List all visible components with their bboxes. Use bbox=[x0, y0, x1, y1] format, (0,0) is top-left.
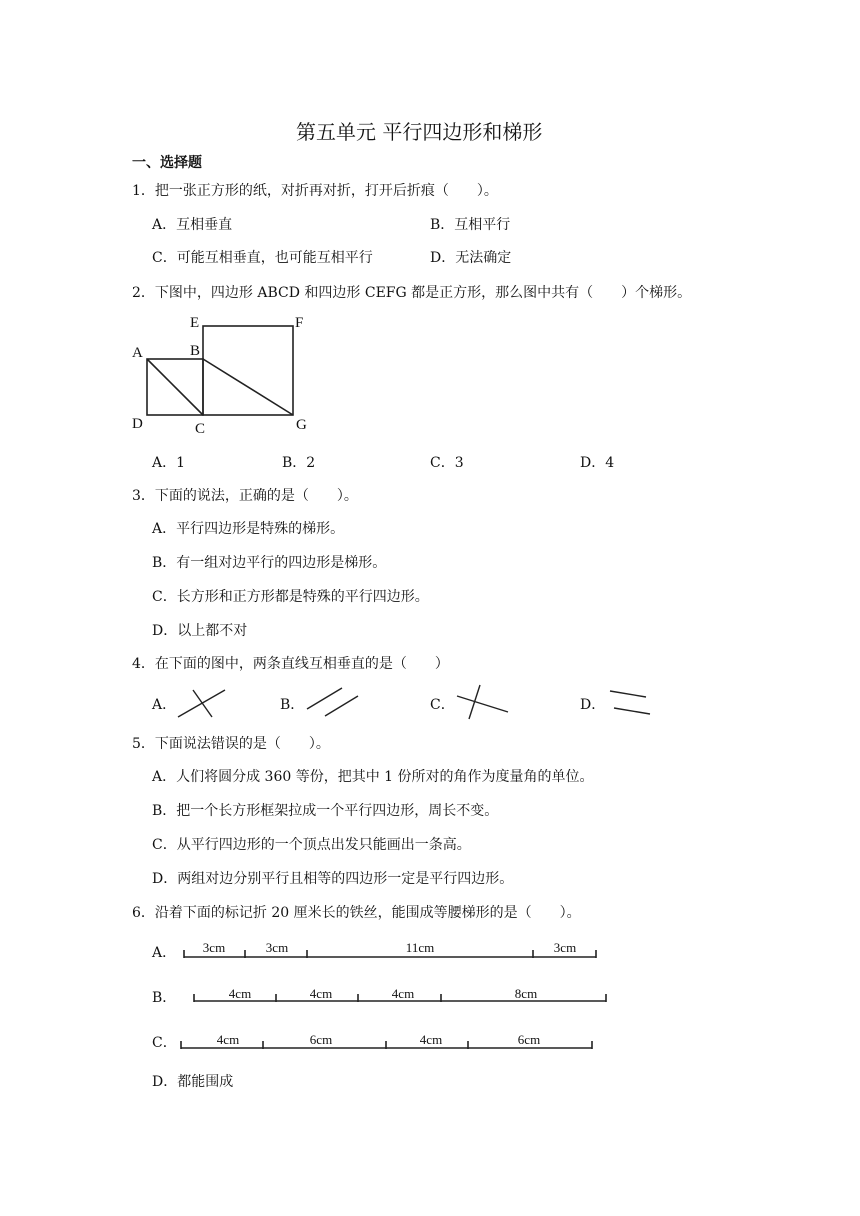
point-b-label: B bbox=[190, 343, 201, 359]
q2-option-b[interactable]: B．2 bbox=[282, 455, 316, 471]
point-g-label: G bbox=[296, 417, 307, 433]
question-3-text: 3．下面的说法，正确的是（ ）。 bbox=[132, 488, 358, 504]
wire-c-seg-4: 6cm bbox=[517, 1032, 541, 1047]
q2-option-a[interactable]: A．1 bbox=[152, 455, 186, 471]
q3-option-d[interactable]: D．以上都不对 bbox=[152, 623, 248, 639]
q3-option-a[interactable]: A．平行四边形是特殊的梯形。 bbox=[152, 521, 345, 537]
q1-option-b[interactable]: B．互相平行 bbox=[430, 217, 511, 233]
question-1-text: 1．把一张正方形的纸，对折再对折，打开后折痕（ ）。 bbox=[132, 183, 498, 199]
wire-b-seg-1: 4cm bbox=[228, 986, 252, 1001]
wire-c-seg-2: 6cm bbox=[309, 1032, 333, 1047]
wire-c-seg-1: 4cm bbox=[216, 1032, 240, 1047]
q5-option-c[interactable]: C．从平行四边形的一个顶点出发只能画出一条高。 bbox=[152, 837, 471, 853]
q3-option-c[interactable]: C．长方形和正方形都是特殊的平行四边形。 bbox=[152, 589, 429, 605]
q5-option-b[interactable]: B．把一个长方形框架拉成一个平行四边形，周长不变。 bbox=[152, 803, 499, 819]
q5-option-a[interactable]: A．人们将圆分成 360 等份，把其中 1 份所对的角作为度量角的单位。 bbox=[152, 769, 594, 785]
question-5-text: 5．下面说法错误的是（ ）。 bbox=[132, 736, 330, 752]
section-heading: 一、选择题 bbox=[132, 155, 202, 171]
q5-option-d[interactable]: D．两组对边分别平行且相等的四边形一定是平行四边形。 bbox=[152, 871, 514, 887]
point-f-label: F bbox=[295, 315, 304, 331]
q4-option-d[interactable]: D． bbox=[580, 697, 606, 713]
point-c-label: C bbox=[195, 421, 206, 437]
page-title: 第五单元 平行四边形和梯形 bbox=[296, 120, 543, 144]
question-6-text: 6．沿着下面的标记折 20 厘米长的铁丝，能围成等腰梯形的是（ ）。 bbox=[132, 905, 581, 921]
q1-option-d[interactable]: D．无法确定 bbox=[430, 250, 512, 266]
q6-option-d[interactable]: D．都能围成 bbox=[152, 1074, 234, 1090]
q1-option-c[interactable]: C．可能互相垂直，也可能互相平行 bbox=[152, 250, 373, 266]
point-e-label: E bbox=[190, 315, 200, 331]
wire-a-seg-1: 3cm bbox=[202, 940, 226, 955]
q3-option-b[interactable]: B．有一组对边平行的四边形是梯形。 bbox=[152, 555, 387, 571]
point-d-label: D bbox=[132, 416, 143, 432]
wire-b-seg-2: 4cm bbox=[309, 986, 333, 1001]
q4-option-a[interactable]: A． bbox=[152, 697, 177, 713]
wire-a-seg-3: 11cm bbox=[405, 940, 435, 955]
wire-c-seg-3: 4cm bbox=[419, 1032, 443, 1047]
point-a-label: A bbox=[132, 345, 143, 361]
q4-option-c[interactable]: C． bbox=[430, 697, 455, 713]
wire-b-seg-3: 4cm bbox=[391, 986, 415, 1001]
q2-option-c[interactable]: C．3 bbox=[430, 455, 464, 471]
question-4-text: 4．在下面的图中，两条直线互相垂直的是（ ） bbox=[132, 656, 449, 672]
q2-option-d[interactable]: D．4 bbox=[580, 455, 615, 471]
q1-option-a[interactable]: A．互相垂直 bbox=[152, 217, 233, 233]
q6-option-b[interactable]: B． bbox=[152, 990, 177, 1006]
wire-a-seg-4: 3cm bbox=[553, 940, 577, 955]
question-2-text: 2．下图中，四边形 ABCD 和四边形 CEFG 都是正方形，那么图中共有（ ）个梯形。 bbox=[132, 285, 692, 301]
wire-a-seg-2: 3cm bbox=[265, 940, 289, 955]
q4-option-b[interactable]: B． bbox=[280, 697, 305, 713]
q6-option-a[interactable]: A． bbox=[152, 945, 177, 961]
q6-option-c[interactable]: C． bbox=[152, 1035, 177, 1051]
wire-b-seg-4: 8cm bbox=[514, 986, 538, 1001]
